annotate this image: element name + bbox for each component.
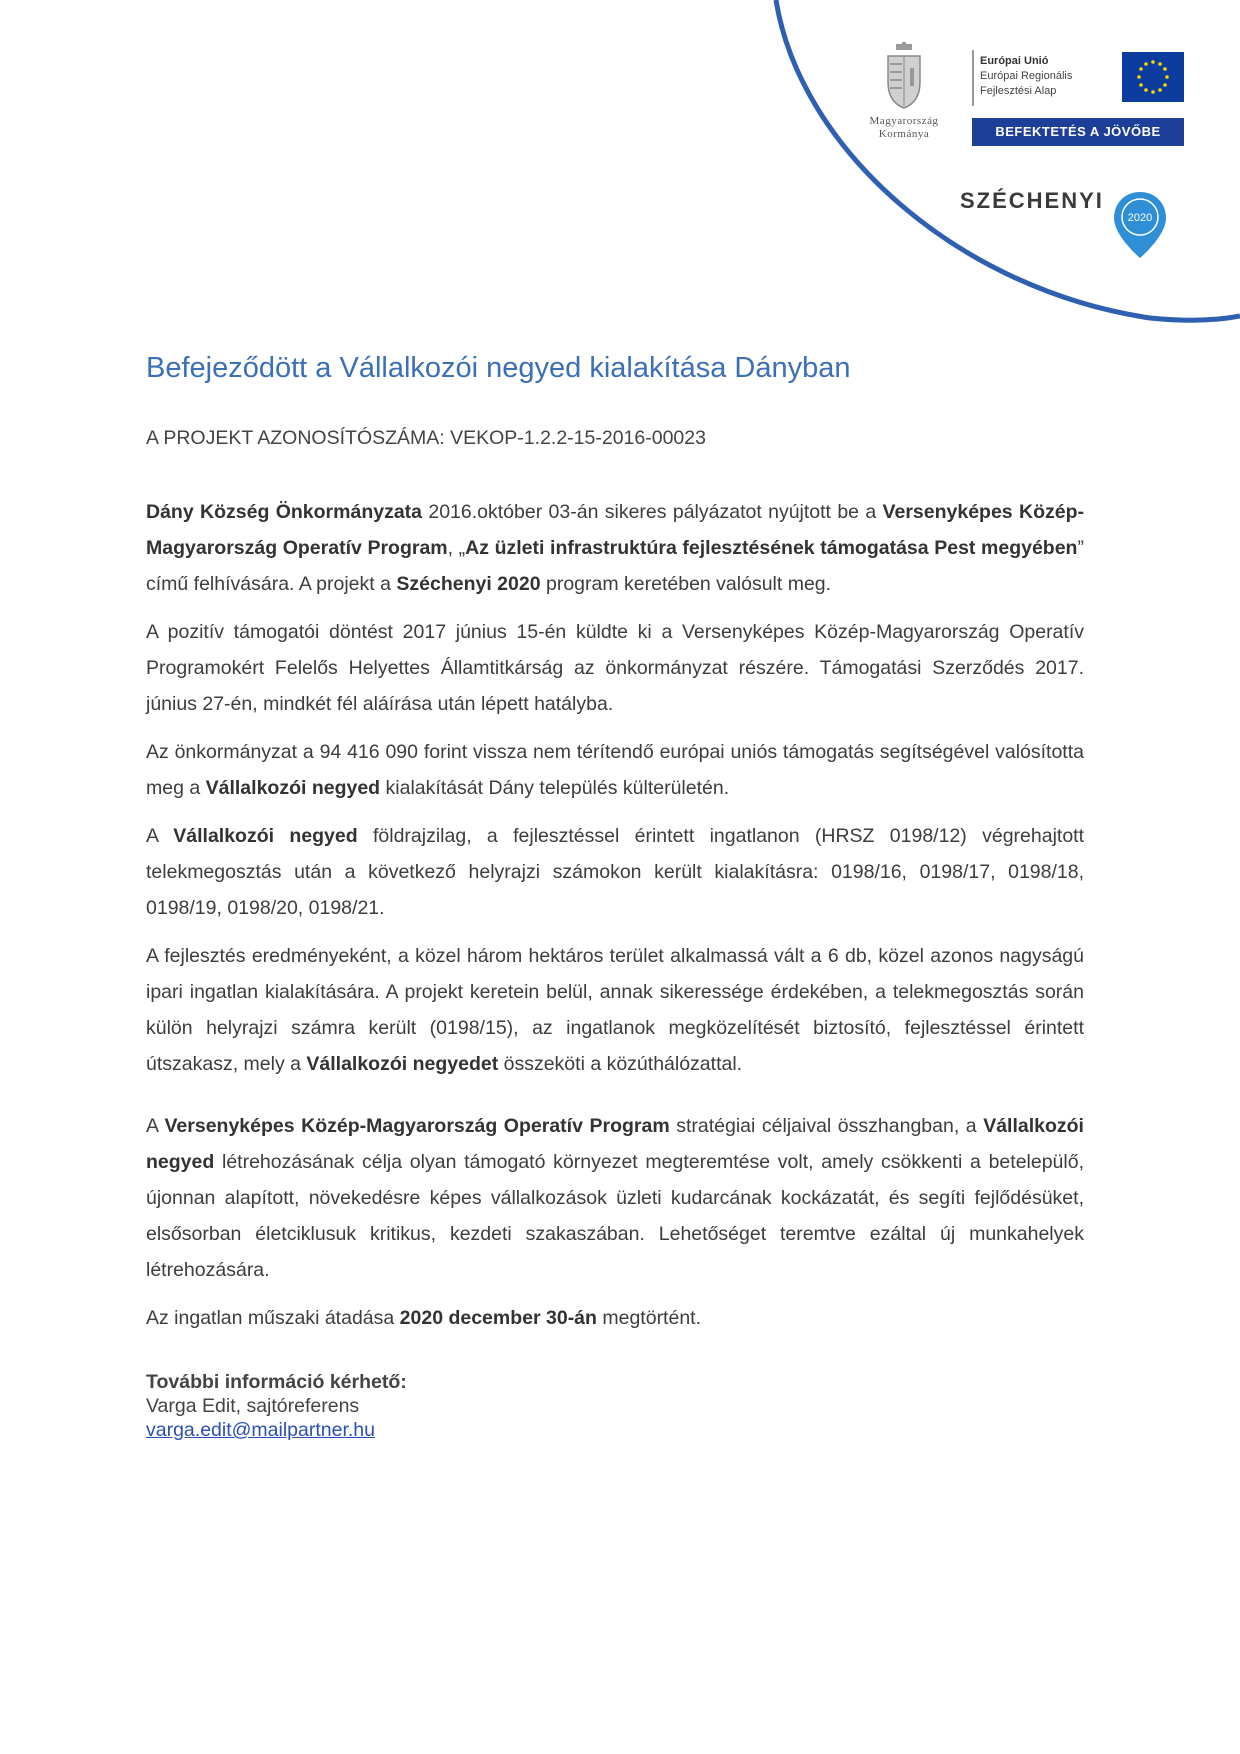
text-run: A fejlesztés eredményeként, a közel három hektáros terület alkalmassá vált a 6 db, közel azonos nagyságú ipari ingatlan kialakítására. A projekt keretein belül, annak sikeressége érdekében, a telekmegosztás során külön helyrajzi számra került (0198/15), az ingatlanok megközelítését biztosító, fejlesztéssel érintett útszakasz, mely a bbox=[146, 945, 1084, 1075]
bold-text: Vállalkozói negyedet bbox=[306, 1053, 499, 1075]
paragraph-2 bbox=[146, 614, 1084, 722]
text-run: A pozitív támogatói döntést 2017 június 15-én küldte ki a Versenyképes Közép-Magyarország Operatív Programokért Felelős Helyettes Államtitkárság az önkormányzat részére. Támogatási Szerződés 2017. június 27-én, mindkét fél aláírása után lépett hatályba. bbox=[146, 621, 1084, 715]
contact-name: Varga Edit, sajtóreferens bbox=[146, 1395, 360, 1417]
paragraph-4 bbox=[146, 818, 1084, 926]
bold-text: Versenyképes Közép-Magyarország Operatív Program bbox=[146, 501, 1084, 559]
text-run: program keretében valósult meg. bbox=[540, 573, 832, 595]
document-title: Befejeződött a Vállalkozói negyed kialakítása Dányban bbox=[146, 352, 851, 384]
bold-text: Az üzleti infrastruktúra fejlesztésének támogatása Pest megyében bbox=[465, 537, 1078, 559]
bold-text: Vállalkozói negyed bbox=[173, 825, 358, 847]
text-run: összeköti a közúthálózattal. bbox=[498, 1053, 743, 1075]
text-run: Az önkormányzat a 94 416 090 forint vissza nem térítendő európai uniós támogatás segítségével valósította meg a bbox=[146, 741, 1084, 799]
eu-text bbox=[980, 54, 1072, 99]
text-run: Az ingatlan műszaki átadása bbox=[146, 1307, 400, 1329]
bold-text: Vállalkozói negyed bbox=[205, 777, 381, 799]
text-run: létrehozásának célja olyan támogató környezet megteremtése volt, amely csökkenti a betelepülő, újonnan alapított, növekedésre képes vállalkozások üzleti kudarcának kockázatát, és segíti fejlődésüket, elsősorban életciklusuk kritikus, kezdeti szakaszában. Lehetőséget teremtve ezáltal új munkahelyek létrehozására. bbox=[146, 1151, 1084, 1281]
contact-email-link[interactable]: varga.edit@mailpartner.hu bbox=[146, 1419, 376, 1441]
eu-line-1: Európai Unió bbox=[980, 55, 1049, 67]
text-run: megtörtént. bbox=[596, 1307, 702, 1329]
paragraph-7 bbox=[146, 1300, 1084, 1336]
project-id: A PROJEKT AZONOSÍTÓSZÁMA: VEKOP-1.2.2-15-2016-00023 bbox=[146, 427, 706, 449]
szechenyi-year: 2020 bbox=[1127, 212, 1153, 224]
paragraph-3 bbox=[146, 734, 1084, 806]
text-run: A bbox=[146, 825, 174, 847]
text-run: földrajzilag, a fejlesztéssel érintett ingatlanon (HRSZ 0198/12) végrehajtott telekmegosztás után a következő helyrajzi számokon került kialakításra: 0198/16, 0198/17, 0198/18, 0198/19, 0198/20, 0198/21. bbox=[146, 825, 1084, 919]
text-run: , „ bbox=[447, 537, 466, 559]
gov-logo-text-2: Kormánya bbox=[878, 128, 930, 140]
text-run: kialakítását Dány település külterületén. bbox=[380, 777, 730, 799]
bold-text: 2020 december 30-án bbox=[399, 1307, 597, 1329]
eu-line-2: Európai Regionális bbox=[980, 70, 1073, 82]
szechenyi-logo-text: SZÉCHENYI bbox=[960, 188, 1104, 213]
eu-banner: BEFEKTETÉS A JÖVŐBE bbox=[972, 118, 1184, 146]
eu-flag-icon bbox=[1122, 52, 1184, 102]
paragraph-1 bbox=[146, 494, 1084, 602]
hungarian-government-logo bbox=[848, 42, 960, 152]
bold-text: Vállalkozói negyed bbox=[146, 1115, 1084, 1173]
text-run: stratégiai céljaival összhangban, a bbox=[669, 1115, 984, 1137]
szechenyi-2020-pin-icon bbox=[1112, 190, 1168, 260]
contact-heading: További információ kérhető: bbox=[146, 1371, 407, 1393]
eu-divider bbox=[972, 50, 974, 106]
contact-block bbox=[146, 1370, 1084, 1442]
eu-line-3: Fejlesztési Alap bbox=[980, 85, 1057, 97]
paragraph-5 bbox=[146, 938, 1084, 1082]
document-body bbox=[146, 352, 1084, 1442]
eu-logo-block bbox=[972, 50, 1182, 150]
text-run: ” című felhívására. A projekt a bbox=[146, 537, 1084, 595]
bold-text: Széchenyi 2020 bbox=[396, 573, 541, 595]
text-run: A bbox=[146, 1115, 165, 1137]
text-run: 2016.október 03-án sikeres pályázatot nyújtott be a bbox=[422, 501, 883, 523]
bold-text: Dány Község Önkormányzata bbox=[146, 501, 423, 523]
gov-logo-text-1: Magyarország bbox=[869, 115, 939, 127]
coat-of-arms-icon bbox=[882, 42, 926, 110]
paragraph-6 bbox=[146, 1108, 1084, 1288]
bold-text: Versenyképes Közép-Magyarország Operatív Program bbox=[164, 1115, 670, 1137]
